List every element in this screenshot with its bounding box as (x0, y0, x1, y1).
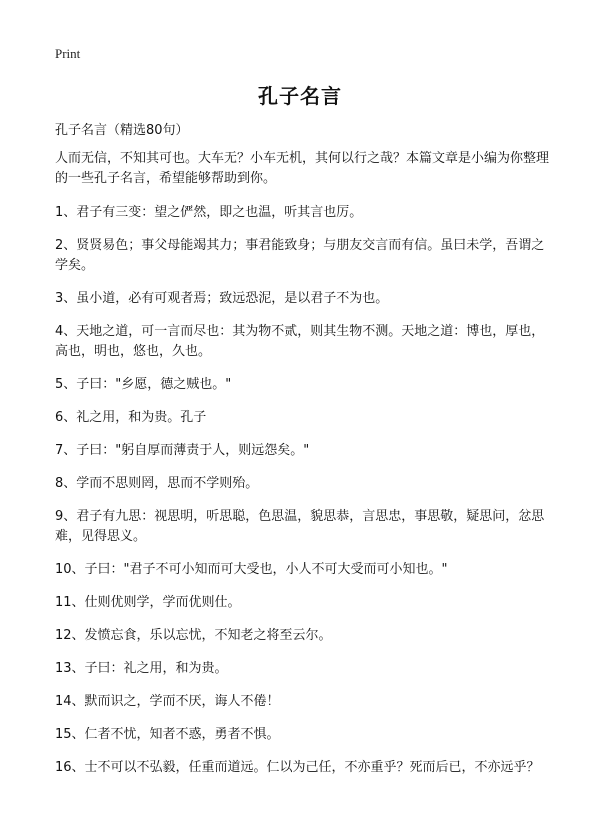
quote-item: 3、虽小道，必有可观者焉；致远恐泥，是以君子不为也。 (55, 291, 389, 306)
quote-item: 11、仕则优则学，学而优则仕。 (55, 595, 241, 610)
quote-item: 7、子曰："躬自厚而薄责于人，则远怨矣。" (55, 443, 310, 458)
quote-item: 2、贤贤易色；事父母能竭其力；事君能致身；与朋友交言而有信。虽曰未学，吾谓之学矣。 (55, 238, 545, 273)
quote-item: 6、礼之用，和为贵。孔子 (55, 410, 207, 425)
quote-item: 15、仁者不忧，知者不惑，勇者不惧。 (55, 727, 280, 742)
quote-item: 16、士不可以不弘毅，任重而道远。仁以为己任，不亦重乎？死而后已，不亦远乎？ (55, 760, 540, 775)
quote-item: 9、君子有九思：视思明，听思聪，色思温，貌思恭，言思忠，事思敬，疑思问，忿思难，见得思义。 (55, 509, 545, 544)
quote-item: 4、天地之道，可一言而尽也：其为物不贰，则其生物不测。天地之道：博也，厚也，高也，明也，悠也，久也。 (55, 324, 545, 359)
article-body (55, 149, 555, 791)
quote-item: 8、学而不思则罔，思而不学则殆。 (55, 476, 259, 491)
quote-item: 14、默而识之，学而不厌，诲人不倦！ (55, 694, 280, 709)
intro-paragraph: 人而无信，不知其可也。大车无？小车无机，其何以行之哉？本篇文章是小编为你整理的一些孔子名言，希望能够帮助到你。 (55, 151, 550, 186)
quote-item: 10、子曰："君子不可小知而可大受也，小人不可大受而可小知也。" (55, 562, 448, 577)
page-title: 孔子名言 (258, 84, 342, 108)
quote-item: 13、子曰：礼之用，和为贵。 (55, 661, 228, 676)
document-subtitle: 孔子名言（精选80句） (55, 123, 189, 138)
quote-item: 12、发愤忘食，乐以忘忧，不知老之将至云尔。 (55, 628, 332, 643)
quote-item: 5、子曰："乡愿，德之贼也。" (55, 377, 232, 392)
print-link[interactable]: Print (55, 46, 81, 61)
quote-item: 1、君子有三变：望之俨然，即之也温，听其言也厉。 (55, 205, 363, 220)
